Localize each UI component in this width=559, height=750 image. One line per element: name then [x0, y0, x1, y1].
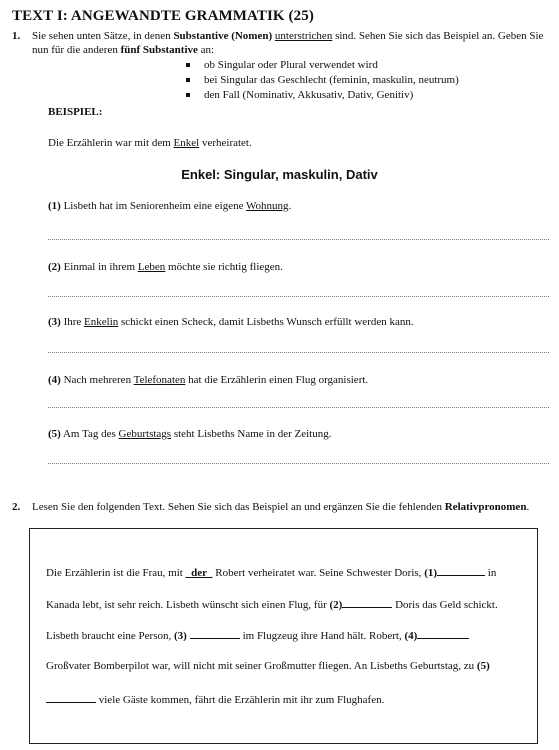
criteria-item: den Fall (Nominativ, Akkusativ, Dativ, Genitiv) — [186, 88, 459, 103]
cloze-line-5 — [46, 693, 384, 707]
cloze-text: in — [485, 567, 497, 579]
exercise-item-2 — [48, 261, 283, 274]
sentence-text: Ihre — [60, 316, 85, 328]
sentence-text: hat die Erzählerin einen Flug organisiert. — [185, 374, 369, 386]
example-label: BEISPIEL: — [48, 106, 103, 118]
example-pronoun: der — [191, 567, 207, 579]
intro-text: nun für die anderen — [32, 44, 121, 56]
cloze-line-1 — [46, 566, 496, 580]
blank-2[interactable] — [342, 598, 392, 608]
underlined-noun: Enkel — [173, 137, 200, 149]
underlined-noun: Enkelin — [84, 316, 119, 328]
item-number: (2) — [48, 261, 61, 273]
blank-4[interactable] — [417, 629, 469, 639]
answer-line-2[interactable] — [48, 296, 549, 297]
exercise-item-1 — [48, 200, 291, 213]
intro-text: . — [526, 501, 530, 513]
answer-line-3[interactable] — [48, 352, 549, 353]
cloze-text: Doris das Geld schickt. — [392, 599, 498, 611]
intro-text: Sie sehen unten Sätze, in denen — [32, 30, 174, 42]
blank-number: (5) — [476, 660, 490, 672]
underlined-noun: Leben — [137, 261, 166, 273]
blank-number: (1) — [424, 567, 438, 579]
underlined-noun: Wohnung — [246, 200, 289, 212]
blank-3[interactable] — [190, 629, 240, 639]
question-1-intro-line-2 — [32, 44, 214, 57]
example-answer: Enkel: Singular, maskulin, Dativ — [181, 167, 378, 182]
exercise-item-3 — [48, 316, 414, 329]
question-2-number: 2. — [12, 501, 21, 513]
criteria-item: bei Singular das Geschlecht (feminin, maskulin, neutrum) — [186, 73, 459, 88]
exercise-item-4 — [48, 374, 368, 387]
underlined-noun: Geburtstags — [118, 428, 172, 440]
intro-text: sind. Sehen Sie sich das Beispiel an. Geben Sie — [332, 30, 544, 42]
sentence-text: Nach mehreren — [60, 374, 134, 386]
sentence-text: Am Tag des — [60, 428, 119, 440]
intro-text: an: — [197, 44, 215, 56]
cloze-text: viele Gäste kommen, fährt die Erzählerin mit ihr zum Flughafen. — [96, 694, 385, 706]
intro-underlined-text: unterstrichen — [274, 30, 333, 42]
intro-bold-text: fünf Substantive — [120, 44, 198, 56]
sentence-text: Die Erzählerin war mit dem — [48, 137, 174, 149]
answer-line-1[interactable] — [48, 239, 549, 240]
item-number: (4) — [48, 374, 61, 386]
sentence-text: schickt einen Scheck, damit Lisbeths Wunsch erfüllt werden kann. — [118, 316, 414, 328]
sentence-text: Lisbeth hat im Seniorenheim eine eigene — [60, 200, 247, 212]
exercise-item-5 — [48, 428, 331, 441]
answer-line-5[interactable] — [48, 463, 549, 464]
question-2-intro — [32, 501, 529, 514]
answer-line-4[interactable] — [48, 407, 549, 408]
cloze-text: Robert verheiratet war. Seine Schwester Doris, — [212, 567, 425, 579]
item-number: (5) — [48, 428, 61, 440]
cloze-text: Die Erzählerin ist die Frau, mit — [46, 567, 186, 579]
example-blank — [186, 567, 213, 579]
question-1-number: 1. — [12, 30, 21, 42]
example-sentence — [48, 137, 252, 150]
criteria-list — [186, 58, 459, 103]
cloze-line-2 — [46, 598, 498, 612]
sentence-text: . — [288, 200, 292, 212]
criteria-item: ob Singular oder Plural verwendet wird — [186, 58, 459, 73]
blank-number: (2) — [329, 599, 343, 611]
sentence-text: steht Lisbeths Name in der Zeitung. — [171, 428, 332, 440]
intro-bold-text: Relativpronomen — [444, 501, 527, 513]
blank-1[interactable] — [437, 566, 485, 576]
blank-number: (4) — [404, 630, 418, 642]
cloze-text: im Flugzeug ihre Hand hält. Robert, — [239, 630, 405, 642]
blank-5[interactable] — [46, 693, 96, 703]
intro-text: Lesen Sie den folgenden Text. Sehen Sie sich das Beispiel an und ergänzen Sie die fehlenden — [32, 501, 445, 513]
cloze-line-4 — [46, 660, 490, 673]
item-number: (1) — [48, 200, 61, 212]
cloze-text: Kanada lebt, ist sehr reich. Lisbeth wünscht sich einen Flug, für — [46, 599, 330, 611]
cloze-text: Lisbeth braucht eine Person, — [46, 630, 174, 642]
sentence-text: möchte sie richtig fliegen. — [165, 261, 283, 273]
cloze-text: Großvater Bomberpilot war, will nicht mit seiner Großmutter fliegen. An Lisbeths Geburtstag, zu — [46, 660, 477, 672]
sentence-text: Einmal in ihrem — [60, 261, 138, 273]
question-1-intro — [32, 30, 552, 43]
cloze-text-box — [29, 528, 538, 744]
sentence-text: verheiratet. — [199, 137, 252, 149]
intro-bold-text: Substantive (Nomen) — [173, 30, 273, 42]
item-number: (3) — [48, 316, 61, 328]
cloze-line-3 — [46, 629, 469, 643]
blank-number: (3) — [174, 630, 187, 642]
underlined-noun: Telefonaten — [133, 374, 186, 386]
page-title: TEXT I: ANGEWANDTE GRAMMATIK (25) — [12, 8, 314, 24]
